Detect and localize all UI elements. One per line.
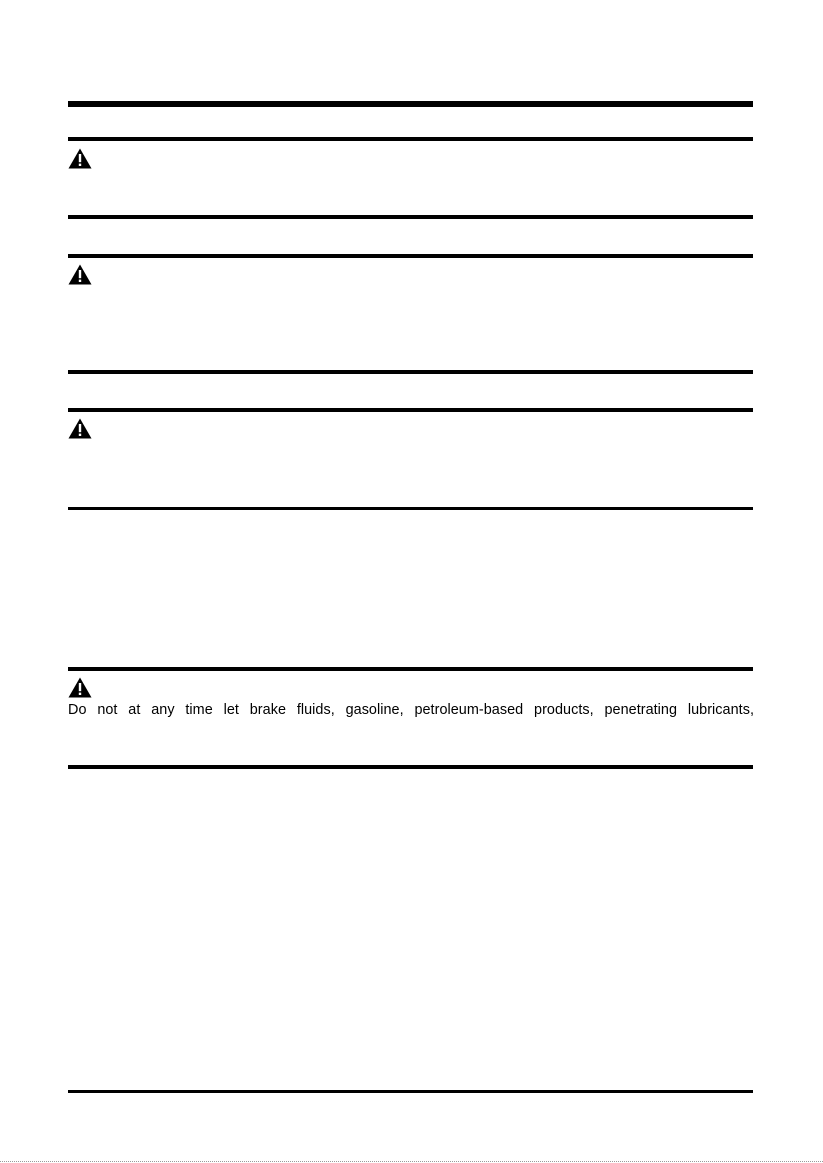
- warning-triangle-icon: [68, 148, 92, 169]
- warning-4-text: Do not at any time let brake fluids, gasoline, petroleum-based products, penetrating lubricants,: [68, 702, 754, 718]
- warning-triangle-icon: [68, 264, 92, 285]
- warning-triangle-icon: [68, 418, 92, 439]
- warning-3-bottom-rule: [68, 507, 753, 510]
- footer-rule: [68, 1090, 753, 1093]
- warning-2-top-rule: [68, 254, 753, 258]
- warning-1-bottom-rule: [68, 215, 753, 219]
- top-rule: [68, 101, 753, 107]
- warning-1-top-rule: [68, 137, 753, 141]
- warning-3-top-rule: [68, 408, 753, 412]
- warning-2-bottom-rule: [68, 370, 753, 374]
- warning-triangle-icon: [68, 677, 92, 698]
- page-edge-divider: [0, 1161, 823, 1162]
- warning-4-top-rule: [68, 667, 753, 671]
- warning-4-bottom-rule: [68, 765, 753, 769]
